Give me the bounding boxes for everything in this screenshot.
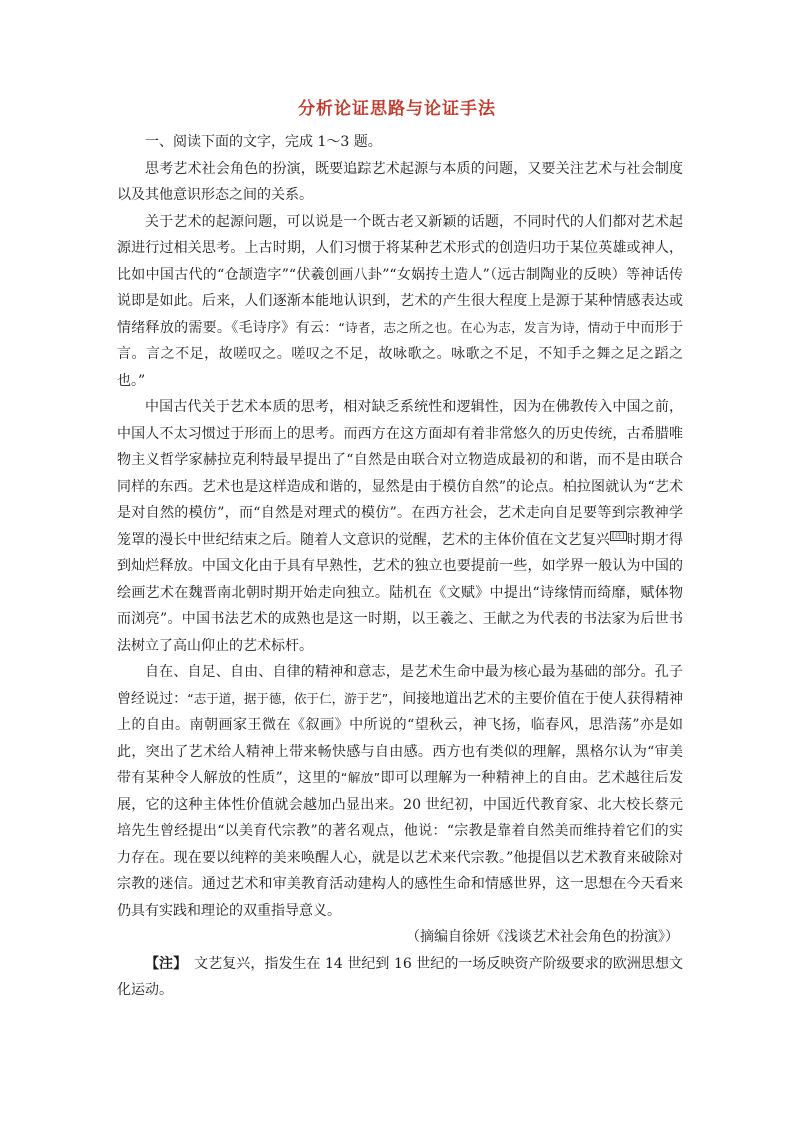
footnote-marker: [注]	[612, 531, 625, 540]
paragraph-1: 思考艺术社会角色的扮演，既要追踪艺术起源与本质的问题，又要关注艺术与社会制度以及其他意识形态之间的关系。	[117, 160, 683, 203]
paragraph-4-part-a: 自在、自足、自由、自律的精神和意志，是艺术生命中最为核心最为基础的部分。孔子曾经说过：	[117, 664, 683, 707]
paragraph-2-part-a: 关于艺术的起源问题，可以说是一个既古老又新颖的话题，不同时代的人们都对艺术起源进行过相关思考。上古时期，人们习惯于将某种艺术形式的创造归功于某位英雄或神人，比如中国古代的“仓颉造字”“伏羲创画八卦”“女娲抟土造人”（远古制陶业的反映）等神话传说即是如此。后来，人们逐渐本能地认识到，艺术的产生很大程度上是源于某种情感表达或情绪释放的需要。《毛诗序》有云：	[117, 213, 683, 336]
source-citation: （摘编自徐妍《浅谈艺术社会角色的扮演》）	[406, 929, 679, 945]
confucius-quote: “志于道，据于德，依于仁，游于艺”	[187, 690, 389, 706]
paragraph-4	[117, 659, 683, 924]
instruction: 一、阅读下面的文字，完成 1～3 题。	[145, 134, 382, 150]
paragraph-3-part-a: 中国古代关于艺术本质的思考，相对缺乏系统性和逻辑性，因为在佛教传入中国之前，中国人不太习惯过于形而上的思考。而西方在这方面却有着非常悠久的历史传统，古希腊唯物主义哲学家赫拉克利特最早提出了“自然是由联合对立物造成最初的和谐，而不是由联合同样的东西。艺术也是这样造成和谐的，显然是由于模仿自然”的论点。柏拉图就认为“艺术是对自然的模仿”，而“自然是对理式的模仿”。在西方社会，艺术走向自足要等到宗教神学笼罩的漫长中世纪结束之后。随着人文意识的觉醒，艺术的主体价值在文艺复兴	[117, 399, 683, 548]
mao-shi-xu-quote: “诗者，志之所之也。在心为志，发言为诗，情动于	[338, 319, 627, 335]
paragraph-4-part-c: 即可以理解为一种精神上的自由。艺术越往后发展，它的这种主体性价值就会越加凸显出来。20 世纪初，中国近代教育家、北大校长蔡元培先生曾经提出“以美育代宗教”的著名观点，他说：“宗教是靠着自然美而维持着它们的实力存在。现在要以纯粹的美来唤醒人心，就是以艺术来代宗教。”他提倡以艺术教育来破除对宗教的迷信。通过艺术和审美教育活动建构人的感性生命和情感世界，这一思想在今天看来仍具有实践和理论的双重指导意义。	[117, 770, 683, 919]
footnote-text: 文艺复兴，指发生在 14 世纪到 16 世纪的一场反映资产阶级要求的欧洲思想文化运动。	[117, 955, 683, 998]
liberation-quote: “解放”	[340, 770, 381, 785]
footnote-label: 【注】	[145, 955, 181, 972]
footnote	[117, 951, 683, 1004]
paragraph-4-part-b: ，间接地道出艺术的主要价值在于使人获得精神上的自由。南朝画家王微在《叙画》中所说的“望秋云，神飞扬，临春风，思浩荡”亦是如此，突出了艺术给人精神上带来畅快感与自由感。西方也有类似的理解，黑格尔认为“审美带有某种令人解放的性质”，这里的	[117, 690, 684, 786]
paragraph-2	[117, 209, 683, 395]
article-body	[117, 129, 683, 1004]
page-title: 分析论证思路与论证手法	[298, 99, 496, 119]
paragraph-3-part-b: 时期才得到灿烂释放。中国文化由于具有早熟性，艺术的独立也要提前一些，如学界一般认为中国的绘画艺术在魏晋南北朝时期开始走向独立。陆机在《文赋》中提出“诗缘情而绮靡，赋体物而浏亮”。中国书法艺术的成熟也是这一时期，以王羲之、王献之为代表的书法家为后世书法树立了高山仰止的艺术标杆。	[117, 531, 684, 654]
paragraph-3	[117, 394, 683, 659]
paragraph-2-part-b: 中而形于言。言之不足，故嗟叹之。嗟叹之不足，故咏歌之。咏歌之不足，不知手之舞之足之蹈之也。”	[117, 319, 684, 389]
